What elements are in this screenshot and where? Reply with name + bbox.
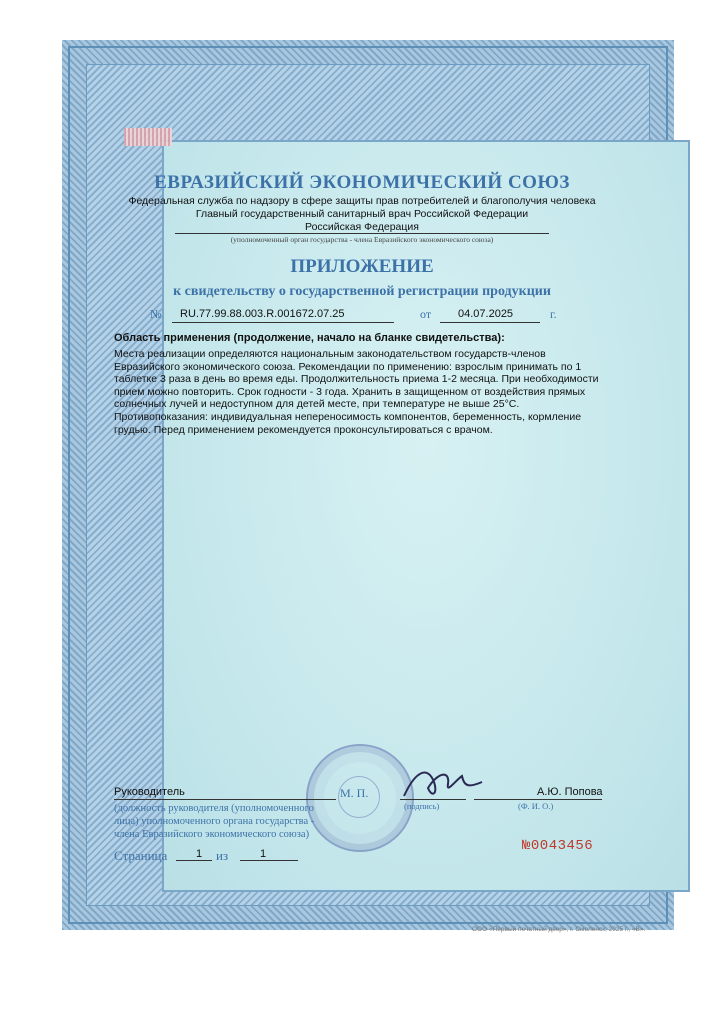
authority-underline xyxy=(175,233,549,234)
printer-info: ООО «Первый печатный двор», г. Смоленск, 2025 г., «В». xyxy=(472,926,646,933)
position-underline xyxy=(114,799,336,800)
of-label: из xyxy=(216,848,229,863)
appendix-subtitle: к свидетельству о государственной регистрации продукции xyxy=(173,284,551,299)
signature-icon xyxy=(398,760,488,802)
registration-date: 04.07.2025 xyxy=(458,308,514,320)
chief-doctor-title: Главный государственный санитарный врач Российской Федерации xyxy=(195,208,529,220)
appendix-title: ПРИЛОЖЕНИЕ xyxy=(290,256,434,277)
date-underline xyxy=(440,322,540,323)
page-number: 1 xyxy=(196,848,203,860)
name-caption: (Ф. И. О.) xyxy=(518,801,554,811)
page-total: 1 xyxy=(260,848,267,860)
head-label: Руководитель xyxy=(114,786,185,798)
security-emblem-icon xyxy=(124,128,172,146)
number-underline xyxy=(172,322,394,323)
service-name: Федеральная служба по надзору в сфере защиты прав потребителей и благополучия человека xyxy=(128,195,596,207)
serial-number: №0043456 xyxy=(522,838,594,854)
date-label: от xyxy=(420,307,432,321)
year-suffix: г. xyxy=(550,307,557,321)
authority-caption: (уполномоченный орган государства - члена Евразийского экономического союза) xyxy=(230,235,494,244)
page-number-underline xyxy=(176,860,212,861)
number-label: № xyxy=(150,307,162,321)
country-name: Российская Федерация xyxy=(305,221,419,233)
scope-text: Места реализации определяются национальным законодательством государств-членов Евразийского экономического союза. Рекомендации по применению: взрослым принимать по 1 таблетке 3 раза в день во время еды. Продолжительность приема 1-2 месяца. При необходимости прием можно повторить. Срок годности - 3 года. Хранить в защищенном от воздействия прямых солнечных лучей и недоступном для детей месте, при температуре не выше 25°С. Противопоказания: индивидуальная непереносимость компонентов, беременность, кормление грудью. Перед применением рекомендуется проконсультироваться с врачом. xyxy=(114,348,599,436)
union-title: ЕВРАЗИЙСКИЙ ЭКОНОМИЧЕСКИЙ СОЮЗ xyxy=(154,172,570,193)
signatory-name: А.Ю. Попова xyxy=(537,786,603,798)
page-label: Страница xyxy=(114,848,168,863)
position-caption: (должность руководителя (уполномоченного лица) уполномоченного органа государства - члена Евразийского экономического союза) xyxy=(114,803,315,840)
scope-title: Область применения (продолжение, начало на бланке свидетельства): xyxy=(114,332,505,344)
registration-number: RU.77.99.88.003.R.001672.07.25 xyxy=(180,308,345,320)
signature-caption: (подпись) xyxy=(404,801,440,811)
mp-label: М. П. xyxy=(340,786,369,800)
page-total-underline xyxy=(240,860,298,861)
